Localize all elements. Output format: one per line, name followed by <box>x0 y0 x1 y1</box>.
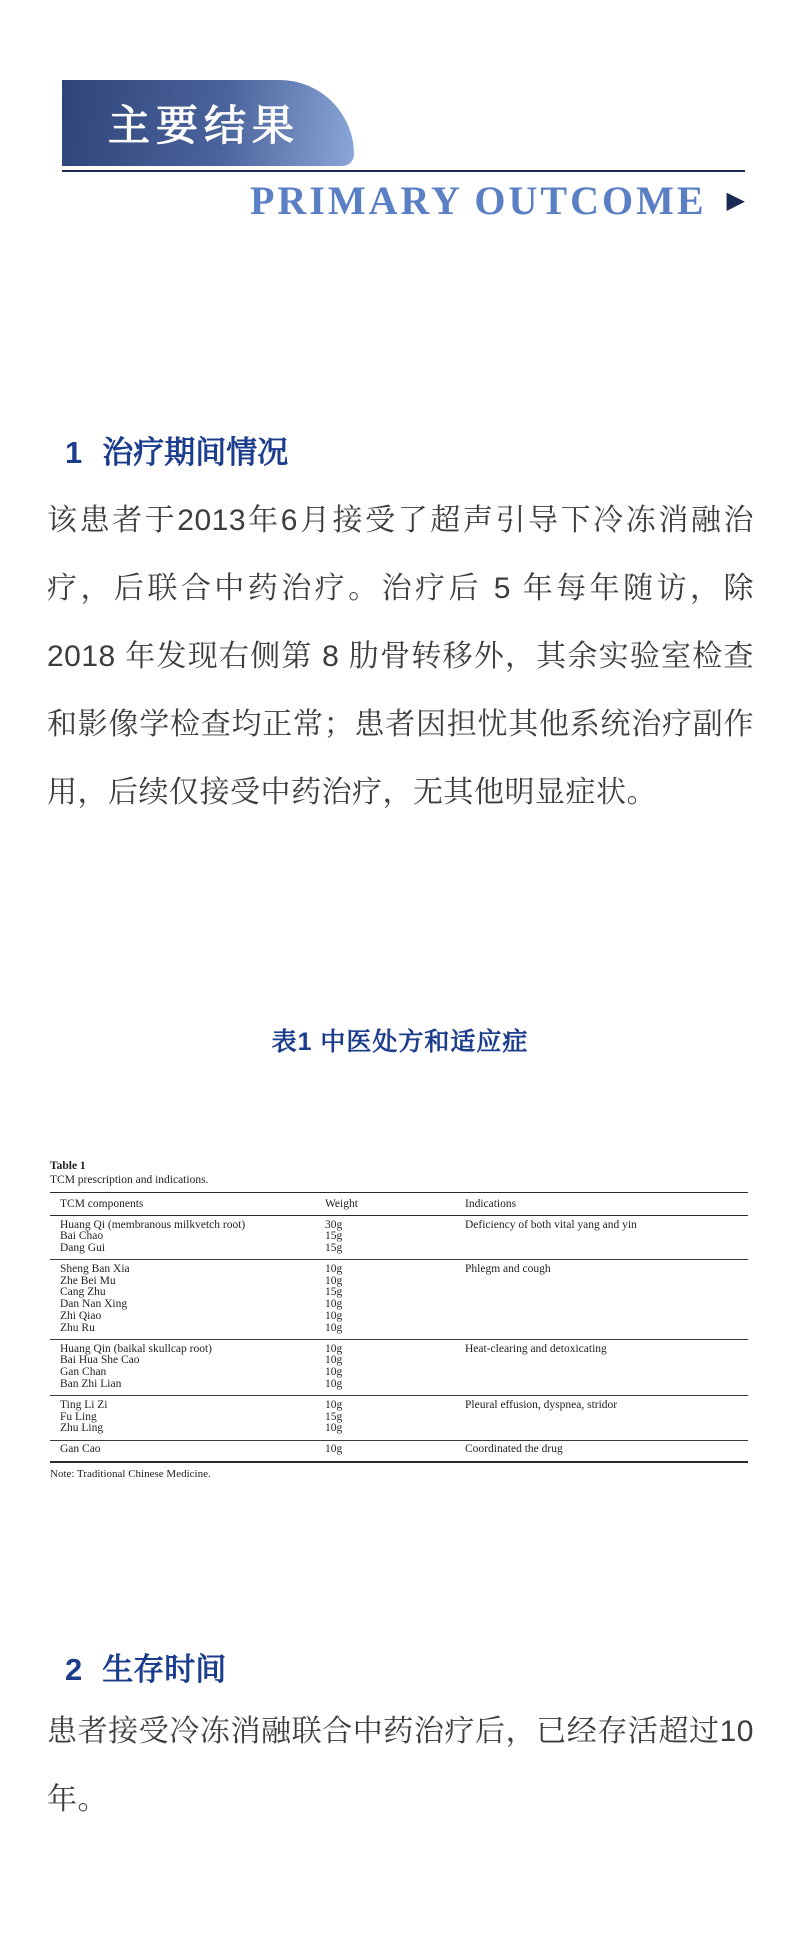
table-row <box>50 1367 748 1379</box>
table-cell <box>455 1355 748 1367</box>
table-cell: Heat-clearing and detoxicating <box>465 1342 607 1355</box>
table-cell: 10g <box>325 1398 343 1411</box>
table-row <box>50 1340 748 1356</box>
table-cell: Huang Qi (membranous milkvetch root) <box>60 1218 246 1231</box>
table-row <box>50 1379 748 1396</box>
table-row <box>50 1355 748 1367</box>
table-cell: Bai Hua She Cao <box>60 1354 140 1367</box>
table-cell <box>455 1243 748 1260</box>
table-cell: Ting Li Zi <box>60 1398 108 1411</box>
play-arrow-icon: ▶ <box>726 187 745 214</box>
table-cell: 10g <box>325 1422 343 1435</box>
table-group <box>50 1216 748 1260</box>
table-cell: Gan Cao <box>60 1443 101 1456</box>
table-header-row <box>50 1193 748 1216</box>
table-cell <box>455 1287 748 1299</box>
table-cell: Ban Zhi Lian <box>60 1378 122 1391</box>
table-row <box>50 1216 748 1232</box>
table-cell: Huang Qin (baikal skullcap root) <box>60 1342 213 1355</box>
table-row <box>50 1287 748 1299</box>
table-cell <box>455 1311 748 1323</box>
table-row <box>50 1260 748 1276</box>
section-number: 2 <box>65 1652 83 1687</box>
table-header-cell: Indications <box>455 1193 748 1216</box>
table-cell: Pleural effusion, dyspnea, stridor <box>465 1398 618 1411</box>
banner-title: 主要结果 <box>108 104 301 150</box>
table-group <box>50 1260 748 1340</box>
table-cell: Bai Chao <box>60 1230 104 1243</box>
table-cell <box>455 1323 748 1340</box>
table-header-cell: Weight <box>315 1193 455 1216</box>
table-row <box>50 1323 748 1340</box>
section-heading-treatment-period <box>65 427 288 472</box>
table-row <box>50 1299 748 1311</box>
table-group <box>50 1340 748 1396</box>
table-cell: 10g <box>325 1342 343 1355</box>
table-row <box>50 1423 748 1440</box>
table-cell: 10g <box>325 1366 343 1379</box>
table-row <box>50 1412 748 1424</box>
table-row <box>50 1396 748 1412</box>
table-cell <box>455 1379 748 1396</box>
primary-outcome-row <box>0 174 745 226</box>
table-cell: 15g <box>325 1410 343 1423</box>
table-cell <box>455 1299 748 1311</box>
table-cell: 10g <box>325 1298 343 1311</box>
table-cell: Dang Gui <box>60 1242 106 1255</box>
table-title: Table 1 <box>50 1160 86 1172</box>
table-row <box>50 1276 748 1288</box>
table-cell: Gan Chan <box>60 1366 107 1379</box>
table-caption: 表1 中医处方和适应症 <box>271 1028 529 1056</box>
table-cell: 10g <box>325 1378 343 1391</box>
section-title: 治疗期间情况 <box>102 435 289 470</box>
table-cell: 10g <box>325 1262 343 1275</box>
table-note: Note: Traditional Chinese Medicine. <box>50 1467 211 1480</box>
table-group <box>50 1440 748 1461</box>
table-cell <box>455 1276 748 1288</box>
table-cell <box>455 1367 748 1379</box>
table-cell: 10g <box>325 1310 343 1323</box>
section-banner <box>62 80 354 166</box>
table-cell: Coordinated the drug <box>465 1443 563 1456</box>
table-row <box>50 1243 748 1260</box>
section-number: 1 <box>65 435 83 470</box>
table-cell: Phlegm and cough <box>465 1262 551 1275</box>
table-cell <box>455 1231 748 1243</box>
table-cell: 15g <box>325 1242 343 1255</box>
table-cell: Sheng Ban Xia <box>60 1262 130 1275</box>
table-cell: Zhi Qiao <box>60 1310 102 1323</box>
table-cell: Zhu Ru <box>60 1321 95 1334</box>
table-header-cell: TCM components <box>50 1193 315 1216</box>
table-cell: Deficiency of both vital yang and yin <box>465 1218 637 1231</box>
table-cell: Dan Nan Xing <box>60 1298 128 1311</box>
journal-table-figure <box>50 1160 748 1481</box>
table-cell: Zhe Bei Mu <box>60 1274 116 1287</box>
table-cell: Zhu Ling <box>60 1422 104 1435</box>
table-cell <box>455 1412 748 1424</box>
survival-time-paragraph: 患者接受冷冻消融联合中药治疗后，已经存活超过10年。 <box>47 1715 754 1816</box>
primary-outcome-label: PRIMARY OUTCOME <box>250 177 707 223</box>
table-cell: Cang Zhu <box>60 1286 106 1299</box>
tcm-table <box>50 1192 748 1463</box>
table-row <box>50 1311 748 1323</box>
header-divider <box>62 170 745 172</box>
table-cell: 10g <box>325 1443 343 1456</box>
table-cell: 10g <box>325 1274 343 1287</box>
table-cell: 15g <box>325 1286 343 1299</box>
table-cell: 30g <box>325 1218 343 1231</box>
table-cell: 10g <box>325 1321 343 1334</box>
table-cell: 10g <box>325 1354 343 1367</box>
table-cell <box>455 1423 748 1440</box>
treatment-period-paragraph: 该患者于2013年6月接受了超声引导下冷冻消融治疗，后联合中药治疗。治疗后 5 年每年随访，除 2018 年发现右侧第 8 肋骨转移外，其余实验室检查和影像学检查均正常；患者因担忧其他系统治疗副作用，后续仅接受中药治疗，无其他明显症状。 <box>47 504 754 809</box>
table-subtitle: TCM prescription and indications. <box>50 1174 209 1186</box>
table-row <box>50 1440 748 1461</box>
table-row <box>50 1231 748 1243</box>
table-cell: 15g <box>325 1230 343 1243</box>
section-title: 生存时间 <box>102 1652 227 1687</box>
table-group <box>50 1396 748 1440</box>
section-heading-survival-time <box>65 1644 226 1689</box>
table-cell: Fu Ling <box>60 1410 97 1423</box>
